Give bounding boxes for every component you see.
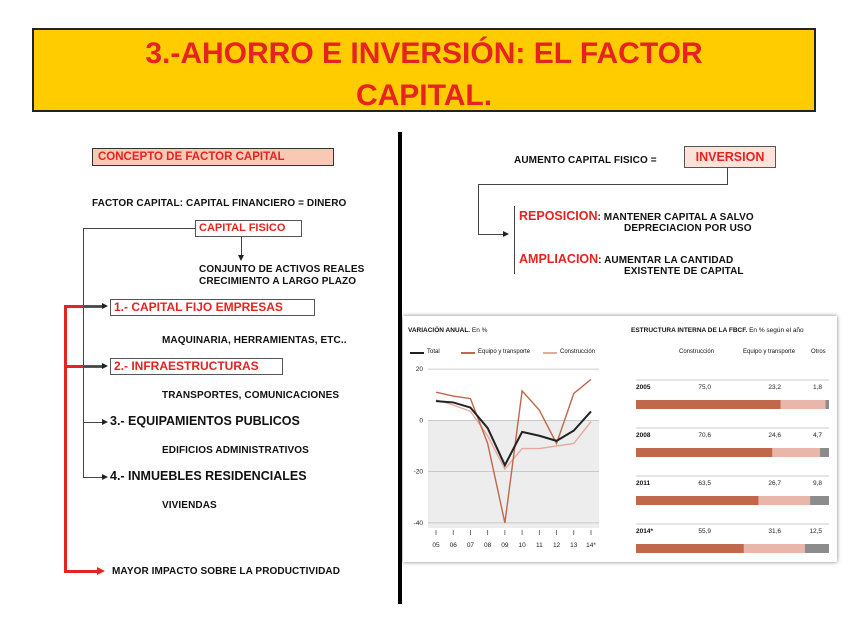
ampliacion-desc-1: : AUMENTAR LA CANTIDAD: [598, 255, 734, 266]
red-arrow-right-icon: [97, 567, 105, 575]
line-chart-subtitle: En %: [471, 327, 488, 334]
x-tick-label: 10: [518, 542, 526, 549]
connector-line: [478, 184, 479, 235]
item-capital-fijo-sub: MAQUINARIA, HERRAMIENTAS, ETC..: [162, 335, 347, 346]
reposicion-desc-1: : MANTENER CAPITAL A SALVO: [597, 212, 754, 223]
bar-segment-otros: [826, 400, 829, 409]
line-chart-title-text: VARIACIÓN ANUAL.: [408, 327, 471, 334]
item-equipamientos: 3.- EQUIPAMIENTOS PUBLICOS: [110, 414, 300, 428]
connector-line: [727, 168, 728, 184]
bar-value-label: 31,6: [768, 528, 781, 535]
y-tick-label: 0: [419, 417, 423, 425]
connector-line: [83, 228, 195, 229]
vertical-divider: [398, 132, 402, 604]
reposicion-label: REPOSICION: [519, 209, 598, 223]
y-tick-label: -40: [413, 519, 423, 527]
arrow-down-icon: [238, 255, 244, 261]
connector-line: [478, 184, 728, 185]
bar-value-label: 55,9: [698, 528, 711, 535]
conjunto-line-2: CRECIMIENTO A LARGO PLAZO: [199, 276, 357, 287]
arrow-right-icon: [102, 419, 108, 425]
reposicion-desc-2: DEPRECIACION POR USO: [624, 223, 752, 234]
bar-chart-title-text: ESTRUCTURA INTERNA DE LA FBCF.: [631, 327, 748, 334]
bar-row-year: 2005: [636, 384, 651, 391]
bar-segment-construccion: [636, 400, 781, 409]
bar-value-label: 24,6: [768, 432, 781, 439]
line-chart: [403, 316, 613, 562]
arrow-right-icon: [102, 303, 108, 309]
bar-value-label: 26,7: [768, 480, 781, 487]
bar-value-label: 4,7: [812, 432, 822, 439]
inversion-box: INVERSION: [684, 146, 776, 168]
item-inmuebles-sub: VIVIENDAS: [162, 500, 217, 511]
bracket-line: [514, 206, 515, 274]
connector-line: [478, 234, 504, 235]
bar-value-label: 70,6: [698, 432, 711, 439]
y-tick-label: 20: [415, 366, 423, 374]
x-tick-label: 12: [552, 542, 561, 549]
item-equipamientos-sub: EDIFICIOS ADMINISTRATIVOS: [162, 445, 309, 456]
bar-segment-construccion: [636, 544, 744, 553]
red-bracket-line: [64, 305, 67, 571]
x-tick-label: 06: [449, 542, 457, 549]
bar-segment-construccion: [636, 448, 772, 457]
ampliacion-desc-2: EXISTENTE DE CAPITAL: [624, 266, 744, 277]
slide-title-box: [32, 28, 816, 112]
bar-row-year: 2014*: [636, 528, 653, 535]
arrow-right-icon: [102, 363, 108, 369]
legend-construccion-label: Construcción: [560, 349, 596, 355]
item-infraestructuras-sub: TRANSPORTES, COMUNICACIONES: [162, 390, 340, 401]
bar-row-year: 2011: [636, 480, 651, 487]
factor-capital-line: FACTOR CAPITAL: CAPITAL FINANCIERO = DINERO: [92, 198, 347, 209]
x-tick-label: 08: [484, 542, 492, 549]
legend-total-label: Total: [427, 349, 440, 355]
bar-segment-equipo: [759, 496, 811, 505]
slide-title-line-1: 3.-AHORRO E INVERSIÓN: EL FACTOR: [145, 37, 703, 70]
bar-chart-subtitle: En % según el año: [749, 327, 804, 334]
bar-segment-equipo: [744, 544, 805, 553]
bar-segment-equipo: [772, 448, 820, 457]
concept-label: CONCEPTO DE FACTOR CAPITAL: [92, 148, 334, 166]
aumento-text: AUMENTO CAPITAL FISICO =: [514, 155, 657, 166]
red-bracket-line: [64, 570, 98, 573]
mayor-impacto-text: MAYOR IMPACTO SOBRE LA PRODUCTIVIDAD: [112, 566, 341, 577]
bar-segment-equipo: [781, 400, 826, 409]
arrow-right-icon: [102, 474, 108, 480]
x-tick-label: 09: [501, 542, 509, 549]
connector-line: [83, 306, 103, 307]
bar-row-year: 2008: [636, 432, 651, 439]
bar-col-header-construccion: Construcción: [679, 349, 715, 355]
y-tick-label: -20: [413, 468, 423, 476]
bar-value-label: 12,5: [809, 528, 822, 535]
item-capital-fijo: 1.- CAPITAL FIJO EMPRESAS: [110, 299, 315, 316]
bar-col-header-otros: Otros: [811, 349, 826, 355]
capital-fisico-box: CAPITAL FISICO: [195, 220, 302, 237]
bar-value-label: 63,5: [698, 480, 711, 487]
bar-segment-otros: [810, 496, 829, 505]
item-infraestructuras: 2.- INFRAESTRUCTURAS: [110, 358, 283, 375]
chart-panel: [403, 316, 837, 562]
arrow-right-icon: [503, 231, 509, 237]
bar-value-label: 23,2: [768, 384, 781, 391]
bar-chart: [623, 316, 837, 562]
connector-line: [241, 237, 242, 257]
bar-value-label: 75,0: [698, 384, 711, 391]
x-tick-label: 05: [432, 542, 440, 549]
item-inmuebles: 4.- INMUEBLES RESIDENCIALES: [110, 469, 307, 483]
connector-line: [83, 477, 103, 478]
bar-value-label: 1,8: [812, 384, 822, 391]
negative-area-shade: [428, 420, 599, 528]
x-tick-label: 11: [535, 542, 543, 549]
bar-segment-otros: [805, 544, 829, 553]
x-tick-label: 14*: [586, 542, 596, 549]
bar-value-label: 9,8: [812, 480, 822, 487]
x-tick-label: 13: [570, 542, 578, 549]
legend-equipo-label: Equipo y transporte: [478, 349, 531, 355]
conjunto-line-1: CONJUNTO DE ACTIVOS REALES: [199, 264, 365, 275]
x-tick-label: 07: [466, 542, 475, 549]
connector-line: [83, 422, 103, 423]
connector-line: [83, 228, 84, 478]
ampliacion-label: AMPLIACION: [519, 252, 599, 266]
bar-segment-construccion: [636, 496, 759, 505]
connector-line: [83, 366, 103, 367]
slide-title-line-2: CAPITAL.: [355, 79, 493, 112]
bar-segment-otros: [820, 448, 829, 457]
bar-col-header-equipo: Equipo y transporte: [743, 349, 796, 355]
